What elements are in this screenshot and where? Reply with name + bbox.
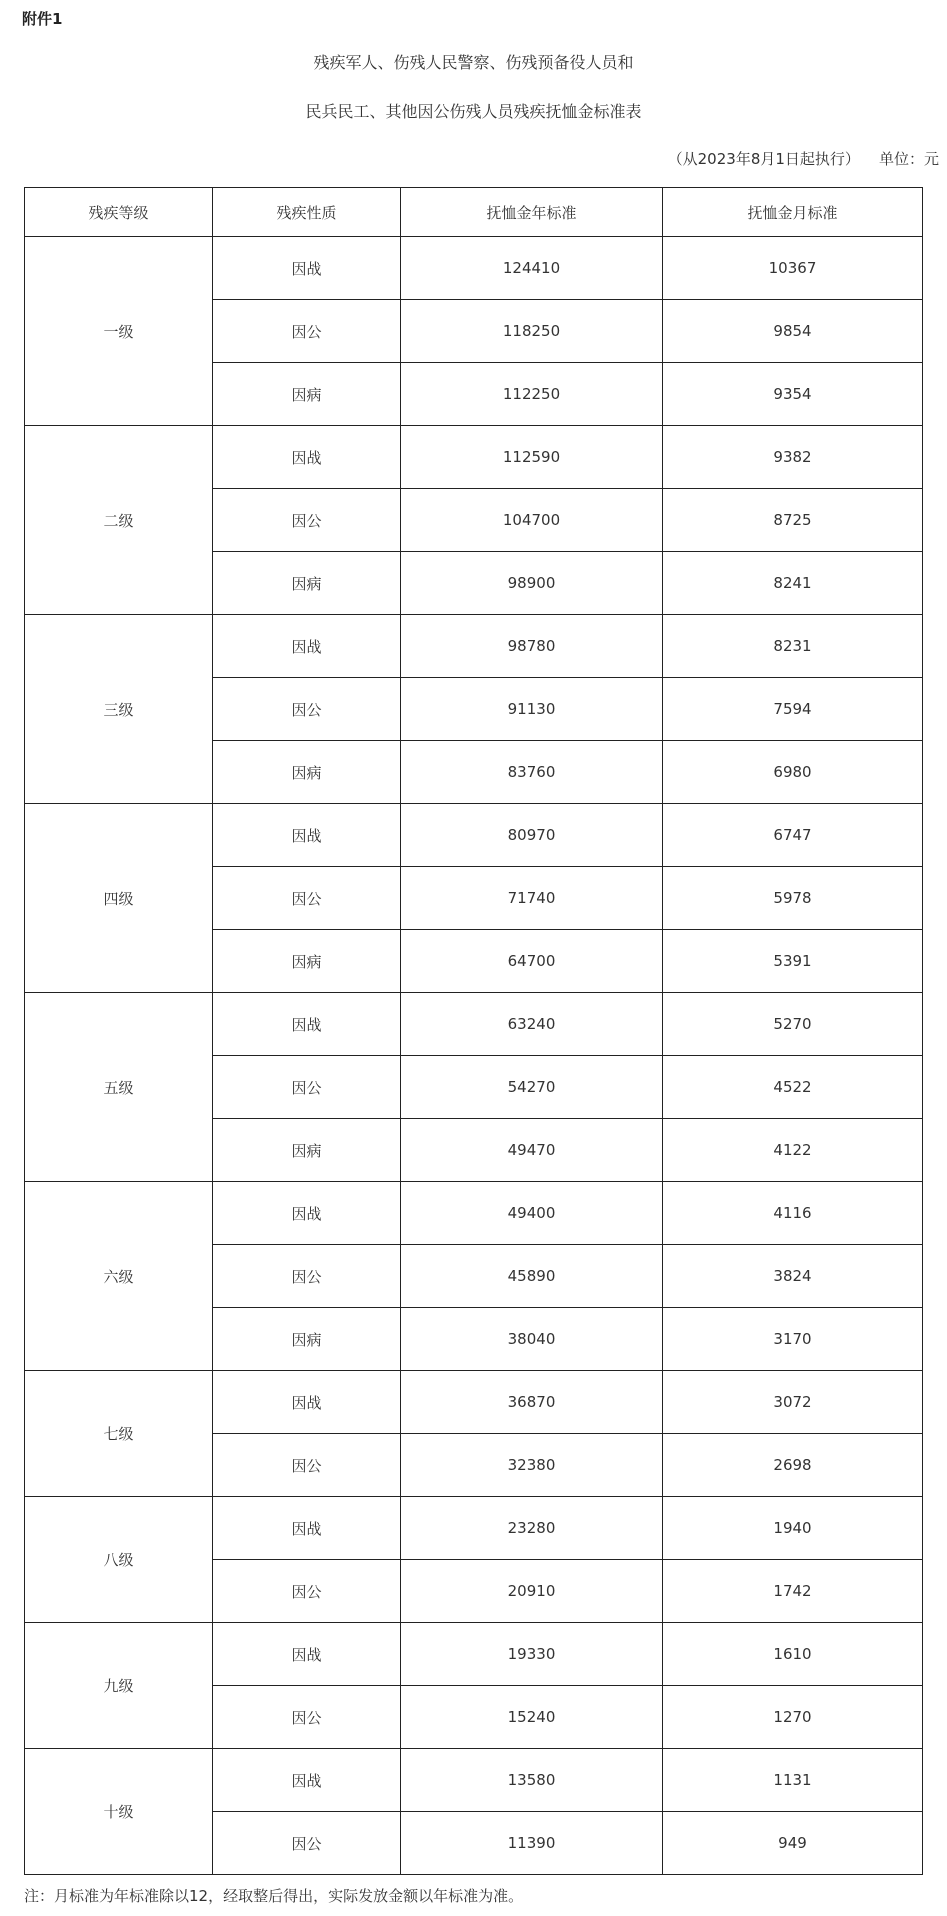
effective-date-note: （从2023年8月1日起执行） bbox=[667, 150, 860, 168]
disability-level-cell: 十级 bbox=[25, 1749, 213, 1875]
disability-nature-cell: 因公 bbox=[213, 1560, 401, 1623]
disability-nature-cell: 因公 bbox=[213, 489, 401, 552]
disability-nature-cell: 因公 bbox=[213, 678, 401, 741]
annual-standard-cell: 36870 bbox=[401, 1371, 663, 1434]
monthly-standard-cell: 9382 bbox=[663, 426, 923, 489]
annual-standard-cell: 23280 bbox=[401, 1497, 663, 1560]
disability-level-cell: 四级 bbox=[25, 804, 213, 993]
header-monthly-standard: 抚恤金月标准 bbox=[663, 188, 923, 237]
disability-nature-cell: 因战 bbox=[213, 237, 401, 300]
annual-standard-cell: 98900 bbox=[401, 552, 663, 615]
pension-standard-table bbox=[24, 187, 923, 1875]
monthly-standard-cell: 7594 bbox=[663, 678, 923, 741]
annual-standard-cell: 112250 bbox=[401, 363, 663, 426]
disability-level-cell: 七级 bbox=[25, 1371, 213, 1497]
monthly-standard-cell: 3824 bbox=[663, 1245, 923, 1308]
monthly-standard-cell: 3170 bbox=[663, 1308, 923, 1371]
monthly-standard-cell: 1610 bbox=[663, 1623, 923, 1686]
monthly-standard-cell: 5391 bbox=[663, 930, 923, 993]
disability-nature-cell: 因病 bbox=[213, 552, 401, 615]
monthly-standard-cell: 1270 bbox=[663, 1686, 923, 1749]
annual-standard-cell: 80970 bbox=[401, 804, 663, 867]
disability-nature-cell: 因病 bbox=[213, 741, 401, 804]
annual-standard-cell: 20910 bbox=[401, 1560, 663, 1623]
monthly-standard-cell: 1742 bbox=[663, 1560, 923, 1623]
monthly-standard-cell: 2698 bbox=[663, 1434, 923, 1497]
disability-nature-cell: 因病 bbox=[213, 1119, 401, 1182]
table-row bbox=[25, 426, 923, 489]
header-disability-nature: 残疾性质 bbox=[213, 188, 401, 237]
disability-nature-cell: 因战 bbox=[213, 1749, 401, 1812]
annual-standard-cell: 63240 bbox=[401, 993, 663, 1056]
monthly-standard-cell: 8725 bbox=[663, 489, 923, 552]
annual-standard-cell: 54270 bbox=[401, 1056, 663, 1119]
annual-standard-cell: 38040 bbox=[401, 1308, 663, 1371]
annual-standard-cell: 118250 bbox=[401, 300, 663, 363]
table-body bbox=[25, 237, 923, 1875]
monthly-standard-cell: 5978 bbox=[663, 867, 923, 930]
table-row bbox=[25, 1623, 923, 1686]
attachment-label: 附件1 bbox=[22, 10, 63, 28]
monthly-standard-cell: 949 bbox=[663, 1812, 923, 1875]
disability-nature-cell: 因战 bbox=[213, 1623, 401, 1686]
table-row bbox=[25, 993, 923, 1056]
disability-nature-cell: 因公 bbox=[213, 1686, 401, 1749]
disability-level-cell: 九级 bbox=[25, 1623, 213, 1749]
annual-standard-cell: 91130 bbox=[401, 678, 663, 741]
table-row bbox=[25, 1371, 923, 1434]
table-row bbox=[25, 237, 923, 300]
header-annual-standard: 抚恤金年标准 bbox=[401, 188, 663, 237]
annual-standard-cell: 83760 bbox=[401, 741, 663, 804]
document-title-line-2: 民兵民工、其他因公伤残人员残疾抚恤金标准表 bbox=[305, 102, 642, 121]
annual-standard-cell: 71740 bbox=[401, 867, 663, 930]
table-row bbox=[25, 804, 923, 867]
monthly-standard-cell: 4122 bbox=[663, 1119, 923, 1182]
annual-standard-cell: 64700 bbox=[401, 930, 663, 993]
disability-nature-cell: 因公 bbox=[213, 300, 401, 363]
disability-nature-cell: 因公 bbox=[213, 1056, 401, 1119]
monthly-standard-cell: 9354 bbox=[663, 363, 923, 426]
meta-spacer bbox=[860, 150, 879, 168]
monthly-standard-cell: 6980 bbox=[663, 741, 923, 804]
disability-level-cell: 六级 bbox=[25, 1182, 213, 1371]
footnote: 注：月标准为年标准除以12，经取整后得出，实际发放金额以年标准为准。 bbox=[24, 1887, 524, 1905]
disability-nature-cell: 因战 bbox=[213, 1371, 401, 1434]
disability-nature-cell: 因战 bbox=[213, 804, 401, 867]
disability-level-cell: 一级 bbox=[25, 237, 213, 426]
monthly-standard-cell: 10367 bbox=[663, 237, 923, 300]
annual-standard-cell: 19330 bbox=[401, 1623, 663, 1686]
monthly-standard-cell: 5270 bbox=[663, 993, 923, 1056]
table-row bbox=[25, 1497, 923, 1560]
disability-nature-cell: 因公 bbox=[213, 1812, 401, 1875]
table-header-row bbox=[25, 188, 923, 237]
monthly-standard-cell: 1131 bbox=[663, 1749, 923, 1812]
monthly-standard-cell: 3072 bbox=[663, 1371, 923, 1434]
document-title-line-1: 残疾军人、伤残人民警察、伤残预备役人员和 bbox=[313, 53, 634, 72]
annual-standard-cell: 32380 bbox=[401, 1434, 663, 1497]
disability-nature-cell: 因战 bbox=[213, 1497, 401, 1560]
disability-nature-cell: 因公 bbox=[213, 1434, 401, 1497]
monthly-standard-cell: 4116 bbox=[663, 1182, 923, 1245]
monthly-standard-cell: 4522 bbox=[663, 1056, 923, 1119]
monthly-standard-cell: 8241 bbox=[663, 552, 923, 615]
monthly-standard-cell: 6747 bbox=[663, 804, 923, 867]
annual-standard-cell: 11390 bbox=[401, 1812, 663, 1875]
annual-standard-cell: 112590 bbox=[401, 426, 663, 489]
disability-nature-cell: 因战 bbox=[213, 993, 401, 1056]
disability-level-cell: 二级 bbox=[25, 426, 213, 615]
annual-standard-cell: 15240 bbox=[401, 1686, 663, 1749]
annual-standard-cell: 49400 bbox=[401, 1182, 663, 1245]
disability-nature-cell: 因公 bbox=[213, 1245, 401, 1308]
monthly-standard-cell: 9854 bbox=[663, 300, 923, 363]
disability-nature-cell: 因病 bbox=[213, 930, 401, 993]
header-disability-level: 残疾等级 bbox=[25, 188, 213, 237]
table-row bbox=[25, 1749, 923, 1812]
disability-level-cell: 五级 bbox=[25, 993, 213, 1182]
annual-standard-cell: 49470 bbox=[401, 1119, 663, 1182]
disability-nature-cell: 因病 bbox=[213, 363, 401, 426]
unit-label: 单位：元 bbox=[878, 150, 939, 168]
annual-standard-cell: 124410 bbox=[401, 237, 663, 300]
disability-nature-cell: 因公 bbox=[213, 867, 401, 930]
disability-nature-cell: 因战 bbox=[213, 426, 401, 489]
disability-nature-cell: 因病 bbox=[213, 1308, 401, 1371]
table-row bbox=[25, 1182, 923, 1245]
annual-standard-cell: 13580 bbox=[401, 1749, 663, 1812]
disability-nature-cell: 因战 bbox=[213, 1182, 401, 1245]
effective-unit-line bbox=[668, 148, 939, 169]
table-row bbox=[25, 615, 923, 678]
annual-standard-cell: 98780 bbox=[401, 615, 663, 678]
disability-nature-cell: 因战 bbox=[213, 615, 401, 678]
disability-level-cell: 三级 bbox=[25, 615, 213, 804]
annual-standard-cell: 104700 bbox=[401, 489, 663, 552]
disability-level-cell: 八级 bbox=[25, 1497, 213, 1623]
monthly-standard-cell: 1940 bbox=[663, 1497, 923, 1560]
monthly-standard-cell: 8231 bbox=[663, 615, 923, 678]
annual-standard-cell: 45890 bbox=[401, 1245, 663, 1308]
